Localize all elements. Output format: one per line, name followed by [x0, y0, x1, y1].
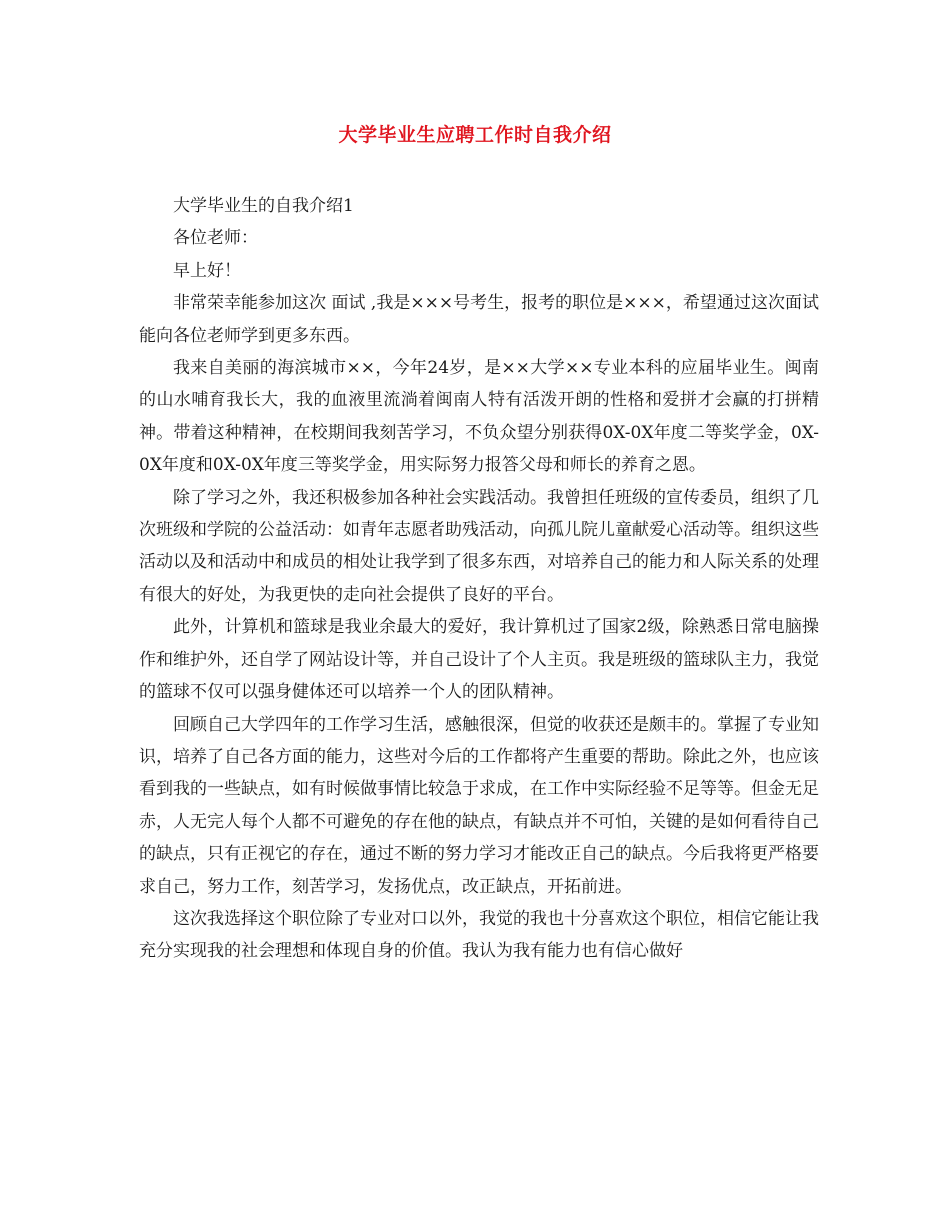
paragraph-heading: 大学毕业生的自我介绍1	[173, 196, 354, 216]
paragraph: 这次我选择这个职位除了专业对口以外，我觉的我也十分喜欢这个职位，相信它能让我充分实现我的社会理想和体现自身的价值。我认为我有能力也有信心做好	[139, 908, 819, 962]
paragraph: 我来自美丽的海滨城市××，今年24岁，是××大学××专业本科的应届毕业生。闽南的山水哺育我长大，我的血液里流淌着闽南人特有活泼开朗的性格和爱拼才会赢的打拼精神。带着这种精神，在校期间我刻苦学习，不负众望分别获得0X-0X年度二等奖学金，0X-0X年度和0X-0X年度三等奖学金，用实际努力报答父母和师长的养育之恩。	[139, 358, 819, 476]
paragraph: 除了学习之外，我还积极参加各种社会实践活动。我曾担任班级的宣传委员，组织了几次班级和学院的公益活动：如青年志愿者助残活动，向孤儿院儿童献爱心活动等。组织这些活动以及和活动中和成员的相处让我学到了很多东西，对培养自己的能力和人际关系的处理有很大的好处，为我更快的走向社会提供了良好的平台。	[139, 487, 819, 605]
document-body	[139, 190, 819, 968]
paragraph: 回顾自己大学四年的工作学习生活，感触很深，但觉的收获还是颇丰的。掌握了专业知识，培养了自己各方面的能力，这些对今后的工作都将产生重要的帮助。除此之外，也应该看到我的一些缺点，如有时候做事情比较急于求成，在工作中实际经验不足等等。但金无足赤，人无完人每个人都不可避免的存在他的缺点，有缺点并不可怕，关键的是如何看待自己的缺点，只有正视它的存在，通过不断的努力学习才能改正自己的缺点。今后我将更严格要求自己，努力工作，刻苦学习，发扬优点，改正缺点，开拓前进。	[139, 714, 819, 897]
paragraph: 此外，计算机和篮球是我业余最大的爱好，我计算机过了国家2级，除熟悉日常电脑操作和维护外，还自学了网站设计等，并自己设计了个人主页。我是班级的篮球队主力，我觉的篮球不仅可以强身健体还可以培养一个人的团队精神。	[139, 617, 819, 703]
paragraph-salutation: 各位老师：	[173, 228, 258, 249]
document-title: 大学毕业生应聘工作时自我介绍	[338, 124, 612, 146]
paragraph: 非常荣幸能参加这次 面试 ,我是×××号考生，报考的职位是×××，希望通过这次面试能向各位老师学到更多东西。	[139, 293, 819, 346]
paragraph-greeting: 早上好！	[173, 260, 241, 281]
